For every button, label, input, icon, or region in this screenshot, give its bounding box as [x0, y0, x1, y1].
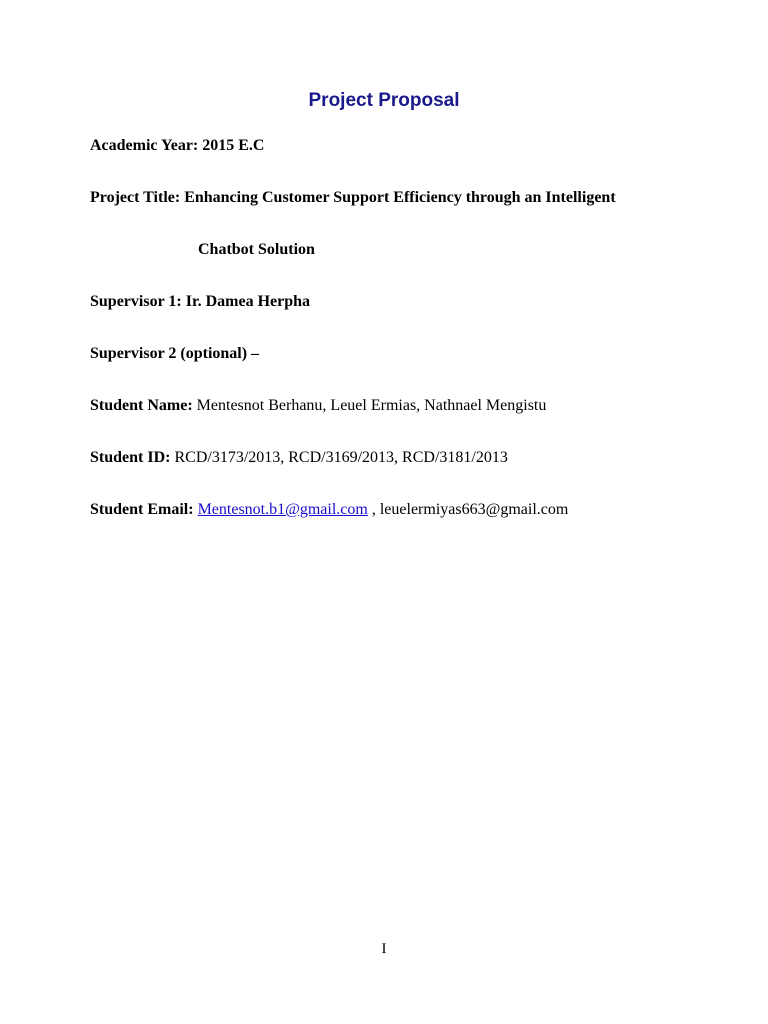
academic-year-value: 2015 E.C — [202, 137, 265, 154]
student-email-line — [90, 500, 568, 520]
project-title-value-line1: Enhancing Customer Support Efficiency through an Intelligent — [184, 189, 616, 206]
student-name-label: Student Name: — [90, 397, 193, 414]
supervisor1-value: Ir. Damea Herpha — [185, 293, 311, 310]
project-title-value-line2: Chatbot Solution — [198, 241, 315, 258]
supervisor2-line — [90, 344, 259, 364]
project-title-line — [90, 188, 616, 208]
student-id-label: Student ID: — [90, 449, 171, 466]
project-title-label: Project Title: — [90, 189, 181, 206]
student-email-2: leuelermiyas663@gmail.com — [379, 501, 569, 518]
page-number: I — [381, 941, 387, 957]
page-title: Project Proposal — [308, 90, 460, 111]
student-email-separator: , — [367, 501, 380, 518]
student-name-value: Mentesnot Berhanu, Leuel Ermias, Nathnael Mengistu — [196, 397, 547, 414]
student-id-value: RCD/3173/2013, RCD/3169/2013, RCD/3181/2013 — [174, 449, 508, 466]
student-email-label: Student Email: — [90, 501, 194, 518]
student-id-line — [90, 448, 508, 468]
supervisor1-line — [90, 292, 310, 312]
supervisor2-label: Supervisor 2 (optional) – — [90, 345, 260, 362]
academic-year-line — [90, 136, 264, 156]
project-title-continuation — [198, 240, 315, 260]
supervisor1-label: Supervisor 1: — [90, 293, 182, 310]
student-email-link-1[interactable]: Mentesnot.b1@gmail.com — [197, 501, 368, 518]
academic-year-label: Academic Year: — [90, 137, 199, 154]
student-name-line — [90, 396, 546, 416]
